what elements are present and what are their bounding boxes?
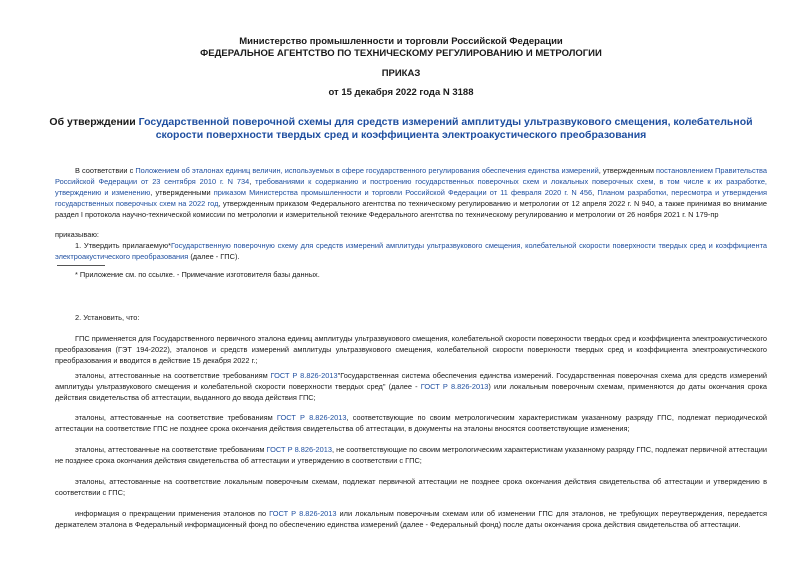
doc-type: ПРИКАЗ <box>381 68 421 79</box>
para-text: ) или локальным поверочным схемам, применяются до даты окончания срока действия свидетельства об аттестации, выданного до ввода действия ГПС; <box>55 382 768 402</box>
link-gost[interactable]: ГОСТ Р 8.826-2013 <box>269 509 337 518</box>
title-prefix: Об утверждении <box>49 116 139 128</box>
link-gost[interactable]: ГОСТ Р 8.826-2013 <box>270 371 338 380</box>
para-text: , соответствующие по своим метрологическим характеристикам указанному разряду ГПС, подлежат периодической аттестации на соответствие ГПС не позднее срока окончания действия свидетельства об аттестации, в документы на эталоны вносятся соответствующие изменения; <box>55 413 768 433</box>
link-gost[interactable]: ГОСТ Р 8.826-2013 <box>266 445 332 454</box>
preamble <box>55 165 767 220</box>
link-polozhenie[interactable]: Положением об эталонах единиц величин, используемых в сфере государственного регулирования обеспечения единства измерений <box>135 166 599 175</box>
preamble-text: , <box>249 177 256 186</box>
link-prikaz-minpromtorg[interactable]: приказом Министерства промышленности и торговли Российской Федерации от 11 февраля 2020 г. N 456 <box>213 188 593 197</box>
link-gost[interactable]: ГОСТ Р 8.826-2013 <box>420 382 489 391</box>
para-text: эталоны, аттестованные на соответствие требованиям <box>75 445 267 454</box>
document-title <box>35 116 767 142</box>
preamble-text: , утвержденным <box>598 166 656 175</box>
para-text: информация о прекращении применения эталонов по <box>75 509 270 518</box>
header-ministry: Министерство промышленности и торговли Российской Федерации <box>239 36 563 47</box>
footnote: * Приложение см. по ссылке. - Примечание изготовителя базы данных. <box>75 270 320 279</box>
paragraph-e <box>55 508 767 530</box>
link-gps-scheme[interactable]: Государственную поверочную схему для средств измерений амплитуды ультразвукового смещения, колебательной скорости поверхности твердых сред и коэффициента электроакустического преобразования <box>55 241 767 261</box>
gps-paragraph: ГПС применяется для Государственного первичного эталона единиц амплитуды ультразвукового смещения, колебательной скорости поверхности твердых сред и коэффициента электроакустического преобразования (ГЭТ 194-2022), эталонов и средств измерений амплитуды ультразвукового смещения, колебательной скорости поверхности твердых сред и коэффициента электроакустического преобразования и вводится в действие 15 декабря 2022 г.; <box>55 334 767 365</box>
preamble-text: , утвержденным приказом Федерального агентства по техническому регулированию и метрологии от 12 апреля 2022 г. N 940, а также принимая во внимание раздел I протокола научно-технической комиссии по метрологии и измерительной технике Федерального агентства по техническому регулированию и метрологии от 26 ноября 2021 г. N 179-пр <box>55 199 767 219</box>
para-text: эталоны, аттестованные на соответствие требованиям <box>75 371 271 380</box>
link-trebovaniya[interactable]: требованиями к содержанию и построению государственных поверочных схем и локальных поверочных схем, в том числе к их разработке, утверждению и изменению <box>55 177 767 197</box>
item1-text: 1. Утвердить прилагаемую* <box>75 241 172 250</box>
para-text: , не соответствующие по своим метрологическим характеристикам указанному разряду ГПС, подлежат первичной аттестации не позднее срока окончания действия свидетельства об аттестации и утверждению в соответствии с ГПС; <box>55 445 767 465</box>
title-link[interactable]: Государственной поверочной схемы для средств измерений амплитуды ультразвукового смещения, колебательной скорости поверхности твердых сред и коэффициента электроакустического преобразования <box>138 116 753 141</box>
preamble-text: , <box>592 188 598 197</box>
paragraph-c <box>55 444 767 466</box>
link-plan[interactable]: Планом разработки, пересмотра и утверждения государственных поверочных схем на 2022 год <box>55 188 768 208</box>
para-text: или локальным поверочным схемам или об изменении ГПС для эталонов, не требующих переутверждения, передается держателем эталона в Федеральный информационный фонд по обеспечению единства измерений (далее - Федеральный фонд) после даты окончания срока действия свидетельства об аттестации. <box>55 509 767 529</box>
footnote-divider <box>57 265 105 266</box>
paragraph-d: эталоны, аттестованные на соответствие локальным поверочным схемам, подлежат первичной аттестации не позднее срока окончания действия свидетельства об аттестации и утверждению в соответствии с ГПС; <box>55 477 767 497</box>
para-text: "Государственная система обеспечения единства измерений. Государственная поверочная схема для средств измерений амплитуды ультразвукового смещения и колебательной скорости поверхности твердых сред" (далее - <box>55 371 767 391</box>
header-agency: ФЕДЕРАЛЬНОЕ АГЕНТСТВО ПО ТЕХНИЧЕСКОМУ РЕГУЛИРОВАНИЮ И МЕТРОЛОГИИ <box>200 48 602 59</box>
order-item-2: 2. Установить, что: <box>75 313 140 322</box>
item1-text: (далее - ГПС). <box>188 252 240 261</box>
link-postanovlenie[interactable]: постановлением Правительства Российской Федерации от 23 сентября 2010 г. N 734 <box>55 166 767 186</box>
preamble-text: В соответствии с <box>75 166 136 175</box>
prikazyvayu: приказываю: <box>55 230 99 239</box>
preamble-text: , утвержденными <box>150 188 214 197</box>
doc-date-number: от 15 декабря 2022 года N 3188 <box>328 87 474 98</box>
order-item-1 <box>55 240 767 262</box>
paragraph-a <box>55 370 767 403</box>
para-text: эталоны, аттестованные на соответствие требованиям <box>75 413 277 422</box>
link-gost[interactable]: ГОСТ Р 8.826-2013 <box>276 413 347 422</box>
paragraph-b <box>55 412 767 434</box>
